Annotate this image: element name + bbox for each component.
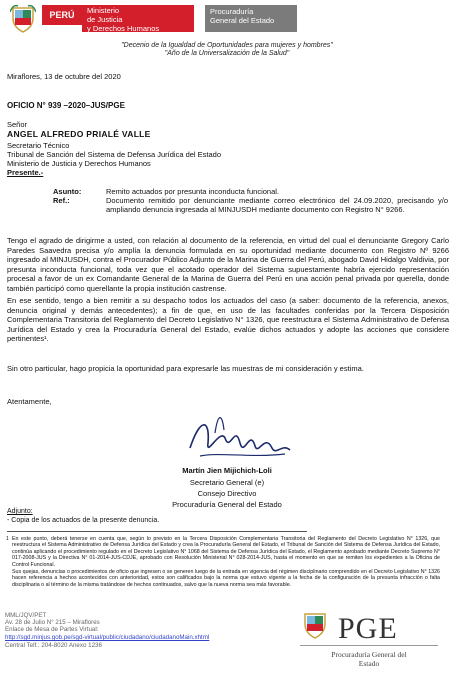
procuraduria-label <box>205 5 297 32</box>
pge-subtitle-line-2: Estado <box>358 659 380 668</box>
asunto-label: Asunto: <box>53 187 82 196</box>
salutation: Señor <box>7 120 28 129</box>
mesa-de-partes-link[interactable]: http://sgd.minjus.gob.pe/sgd-virtual/public/ciudadano/ciudadanoMain.xhtml <box>5 634 210 641</box>
signer-council: Consejo Directivo <box>197 489 257 498</box>
ministry-label <box>82 5 194 32</box>
ref-label: Ref.: <box>53 196 70 205</box>
signer-name: Martín Jien Mijichich-Loli <box>182 466 272 475</box>
letter-date: Miraflores, 13 de octubre del 2020 <box>7 72 121 81</box>
closing: Atentamente, <box>7 397 52 406</box>
ministry-line-2: de Justicia <box>87 15 123 24</box>
reference-code: MML/JQV/PET <box>5 612 47 619</box>
signer-title: Secretario General (e) <box>189 478 265 487</box>
footer-phone: Central Telf.: 204-8020 Anexo 1236 <box>5 642 102 649</box>
body-paragraph-3: Sin otro particular, hago propicia la oportunidad para expresarle las muestras de mi consideración y estima. <box>7 364 364 373</box>
adjunto-label: Adjunto: <box>7 508 33 515</box>
recipient-title: Secretario Técnico <box>7 141 70 150</box>
footnote-1 <box>6 536 440 568</box>
coat-of-arms-icon <box>10 4 36 34</box>
pge-subtitle <box>300 650 438 668</box>
footer-address: Av. 28 de Julio N° 215 – Miraflores <box>5 619 100 626</box>
footnote-2: Sus quejas, denuncias o procedimientos de oficio que ingresen o se generen luego de la entrada en vigencia del régimen disciplinario comprendido en el Decreto Legislativo N° 1326 hacen referencia a hechos acontecidos con anterioridad, estos son calificados bajo la norma que estuvo vigente a la fecha de la configuración de la presunta infracción o falta disciplinaria o al término de la misma tratándose de hechos continuados, salvo que la nueva norma sea más favorable. <box>12 569 440 588</box>
footnote-divider <box>7 531 307 532</box>
tagline-year: "Año de la Universalización de la Salud" <box>164 50 290 57</box>
pge-shield-icon <box>303 610 327 640</box>
pge-logo: PGE <box>338 612 398 645</box>
tagline-decade: "Decenio de la Igualdad de Oportunidades para mujeres y hombres" <box>121 42 333 49</box>
body-paragraph-1: Tengo el agrado de dirigirme a usted, con relación al documento de la referencia, en virtud del cual el denunciante Gregory Carlo Paredes Saavedra precisa y/o amplía la denuncia formulada en su oportunidad mediante documento con Registro Nº 9266 ingresado al MINJUSDH, contra el Procurador Público Adjunto de la Marina de Guerra del Perú, abogado David Hidalgo Valdivia, por presunta inconducta funcional, toda vez que el acotado operador del Sistema supuestamente habría ejercido representación procesal a favor de un ex Comandante General de la Marina de Guerra del Perú en una acción penal privada por querella, donde también participó como querellante la propia institución castrense. <box>7 236 449 293</box>
procuraduria-line-2: General del Estado <box>210 16 275 25</box>
pge-subtitle-line-1: Procuraduría General del <box>331 650 407 659</box>
footer-link-label: Enlace de Mesa de Partes Virtual: <box>5 626 99 633</box>
adjunto-value: - Copia de los actuados de la presente denuncia. <box>7 517 160 524</box>
asunto-value: Remito actuados por presunta inconducta funcional. <box>106 187 280 196</box>
recipient-name: ANGEL ALFREDO PRIALÉ VALLE <box>7 129 151 139</box>
body-paragraph-2: En ese sentido, tengo a bien remitir a su despacho todos los actuados del caso (a saber: documento de la referencia, anexos, denuncia original y demás antecedentes); a fin de que, en uso de las facultades conferidas por la Tercera Disposición Complementaria Transitoria del Reglamento del Decreto Legislativo N° 1326, que reestructura el Sistema Administrativo de Defensa Jurídica del Estado y crea la Procuraduría General del Estado, evalúe dichos actuados y adopte las acciones que considere pertinentes¹. <box>7 296 449 343</box>
recipient-office: Tribunal de Sanción del Sistema de Defensa Jurídica del Estado <box>7 150 222 159</box>
procuraduria-line-1: Procuraduría <box>210 7 254 16</box>
signature-icon <box>180 408 300 468</box>
presente: Presente.- <box>7 168 44 177</box>
ref-value: Documento remitido por denunciante mediante correo electrónico del 24.09.2020, precisando y/o ampliando denuncia ingresada al MINJUSDH mediante documento con Registro N° 9266. <box>106 196 448 214</box>
recipient-ministry: Ministerio de Justicia y Derechos Humanos <box>7 159 151 168</box>
oficio-number: OFICIO N° 939 –2020–JUS/PGE <box>7 101 125 110</box>
ministry-line-1: Ministerio <box>87 6 120 15</box>
signer-institution: Procuraduría General del Estado <box>172 500 282 509</box>
pge-divider <box>300 645 438 646</box>
footnote-mark: 1 <box>6 536 9 542</box>
footnote-1-text: En este punto, deberá tenerse en cuenta que, según lo previsto en la Tercera Disposición Complementaria Transitoria del Reglamento del Decreto Legislativo N° 1326, que reestructura el Sistema Administrativo de Defensa Jurídica del Estado y crea la Procuraduría General del Estado, el Tribunal de Sanción del Sistema de Defensa Jurídica del Estado, continúa aplicando el procedimiento regulado en el Decreto Legislativo N° 1068 del Sistema de Defensa Jurídica del Estado, el Reglamento aprobado mediante Decreto Supremo N° 017-2008-JUS y la Directiva N° 01-2014-JUS-CDJE, aprobado con Resolución Ministerial N° 028-2014-JUS, hasta el momento en que se remiten los expedientes a la Oficina de Control Funcional. <box>12 536 440 568</box>
ministry-line-3: y Derechos Humanos <box>87 24 160 33</box>
peru-label: PERÚ <box>42 5 82 25</box>
